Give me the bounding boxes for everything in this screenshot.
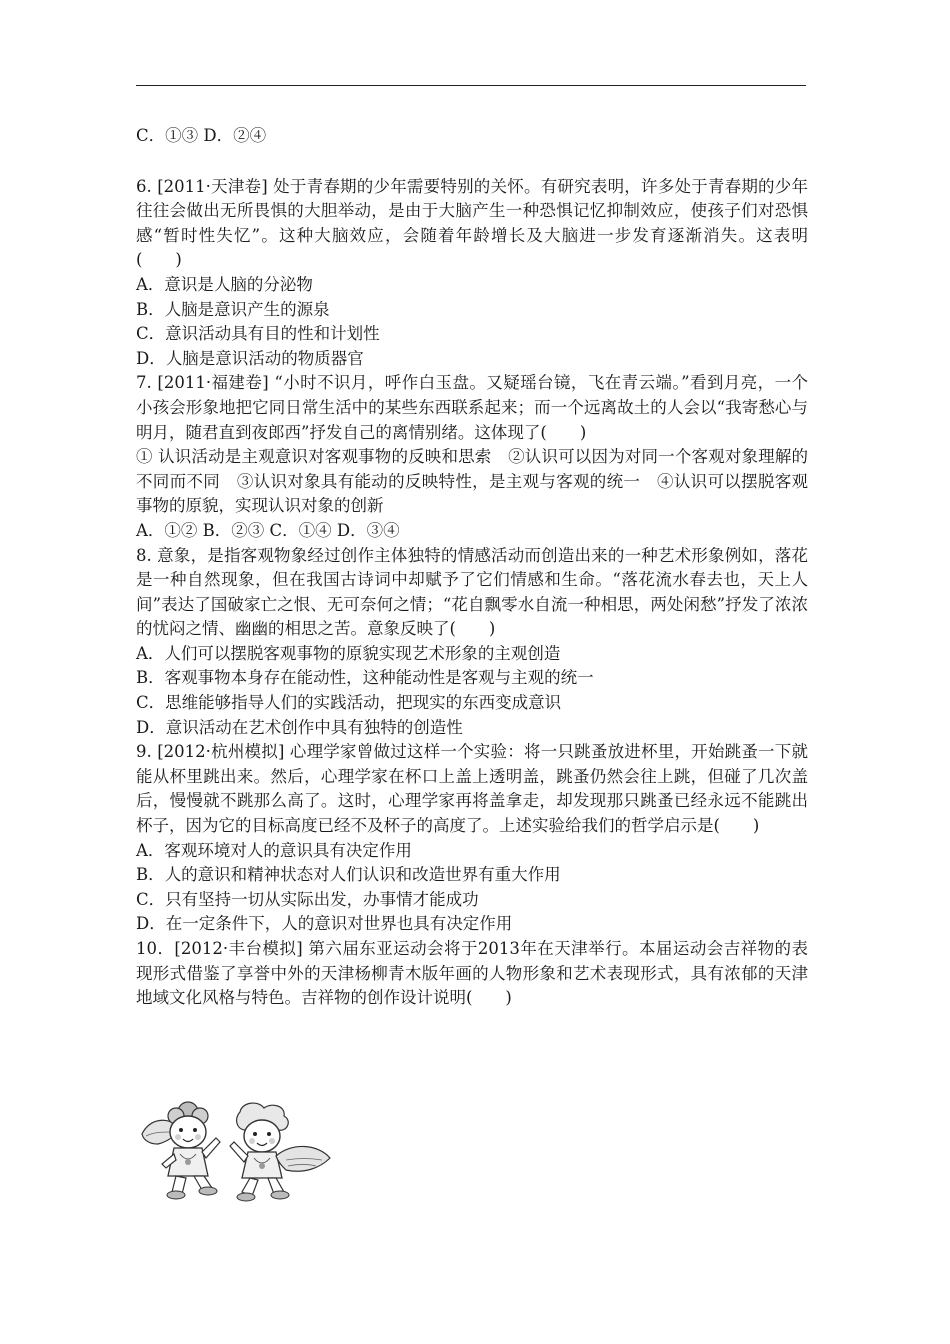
q10-stem: 10．[2012·丰台模拟] 第六届东亚运动会将于2013年在天津举行。本届运动会吉祥物的表现形式借鉴了享誉中外的天津杨柳青木版年画的人物形象和艺术表现形式，具有浓郁的天津地域文化风格与特色。吉祥物的创作设计说明( ) <box>136 939 808 1008</box>
q5-options-cd: C．①③ D．②④ <box>136 126 267 145</box>
q9-stem: 9. [2012·杭州模拟] 心理学家曾做过这样一个实验：将一只跳蚤放进杯里，开始跳蚤一下就能从杯里跳出来。然后，心理学家在杯口上盖上透明盖，跳蚤仍然会往上跳，但碰了几次盖后，慢慢就不跳那么高了。这时，心理学家再将盖拿走，却发现那只跳蚤已经永远不能跳出杯子，因为它的目标高度已经不及杯子的高度了。上述实验给我们的哲学启示是( ) <box>136 742 808 836</box>
q9-option-c: C．只有坚持一切从实际出发，办事情才能成功 <box>136 889 479 909</box>
q8-option-b: B．客观事物本身存在能动性，这种能动性是客观与主观的统一 <box>136 668 594 688</box>
q6-option-d: D．人脑是意识活动的物质器官 <box>136 348 364 368</box>
mascot-illustration <box>136 1098 336 1202</box>
header-rule <box>136 85 806 86</box>
q7-statements: ① 认识活动是主观意识对客观事物的反映和思索 ②认识可以因为对同一个客观对象理解的不同而不同 ③认识对象具有能动的反映特性，是主观与客观的统一 ④认识可以摆脱客观事物的原貌，实现认识对象的创新 <box>136 447 808 516</box>
q7-options: A．①② B．②③ C．①④ D．③④ <box>136 520 400 540</box>
spacer <box>136 149 808 175</box>
q6-option-b: B．人脑是意识产生的源泉 <box>136 299 330 319</box>
q9-option-a: A．客观环境对人的意识具有决定作用 <box>136 840 412 860</box>
q9-option-b: B．人的意识和精神状态对人们认识和改造世界有重大作用 <box>136 865 561 885</box>
q6-stem: 6. [2011·天津卷] 处于青春期的少年需要特别的关怀。有研究表明，许多处于青春期的少年往往会做出无所畏惧的大胆举动，是由于大脑产生一种恐惧记忆抑制效应，使孩子们对恐惧感“暂时性失忆”。这种大脑效应，会随着年龄增长及大脑进一步发育逐渐消失。这表明( ) <box>136 176 808 270</box>
question-content <box>136 124 808 1011</box>
q8-option-d: D．意识活动在艺术创作中具有独特的创造性 <box>136 717 463 737</box>
q9-option-d: D．在一定条件下，人的意识对世界也具有决定作用 <box>136 914 513 934</box>
q6-option-c: C．意识活动具有目的性和计划性 <box>136 324 380 344</box>
q7-stem: 7. [2011·福建卷] “小时不识月，呼作白玉盘。又疑瑶台镜，飞在青云端。”看到月亮，一个小孩会形象地把它同日常生活中的某些东西联系起来；而一个远离故土的人会以“我寄愁心与明月，随君直到夜郎西”抒发自己的离情别绪。这体现了( ) <box>136 373 808 442</box>
q8-stem: 8. 意象，是指客观物象经过创作主体独特的情感活动而创造出来的一种艺术形象例如，落花是一种自然现象，但在我国古诗词中却赋予了它们情感和生命。“落花流水春去也，天上人间”表达了国破家亡之恨、无可奈何之情；“花自飘零水自流一种相思，两处闲愁”抒发了浓浓的忧闷之情、幽幽的相思之苦。意象反映了( ) <box>136 545 808 639</box>
q6-option-a: A．意识是人脑的分泌物 <box>136 274 313 294</box>
q8-option-c: C．思维能够指导人们的实践活动，把现实的东西变成意识 <box>136 693 562 713</box>
q8-option-a: A．人们可以摆脱客观事物的原貌实现艺术形象的主观创造 <box>136 643 561 663</box>
